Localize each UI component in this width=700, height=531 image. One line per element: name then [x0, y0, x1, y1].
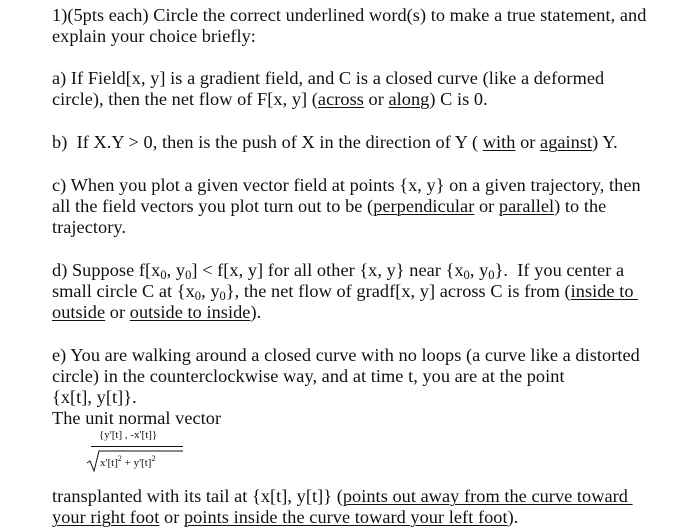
- instructions-line-1: 1)(5pts each) Circle the correct underlined word(s) to make a true statement, and: [52, 5, 647, 25]
- option-parallel[interactable]: parallel: [498, 196, 555, 216]
- fraction-bar: [91, 446, 183, 447]
- question-c-line-2: all the field vectors you plot turn out to be (perpendicular or parallel) to the: [52, 196, 607, 216]
- instructions-line-2: explain your choice briefly:: [52, 26, 256, 46]
- option-points-out-cont[interactable]: your right foot: [52, 507, 160, 527]
- option-along[interactable]: along: [388, 89, 430, 109]
- option-points-inside[interactable]: points inside the curve toward your left foot: [183, 507, 508, 527]
- option-with[interactable]: with: [482, 132, 516, 152]
- question-d-line-1: d) Suppose $f[x_0$, $y_0] < f[x$, y] for all other {x, y} near {$x_0$, $y_0$}. If you center a: [52, 260, 625, 282]
- question-a-line-2: circle), then the net flow of F[x, y] (across or along) C is 0.: [52, 89, 488, 109]
- question-c-line-1: c) When you plot a given vector field at points {x, y} on a given trajectory, then: [52, 175, 641, 195]
- unit-normal-formula: [85, 429, 185, 475]
- option-against[interactable]: against: [540, 132, 593, 152]
- question-d-line-2: small circle C at {$x_0$, $y_0$}, the net flow of gradf[x, y] across C is from (inside to: [52, 281, 639, 303]
- option-across[interactable]: across: [317, 89, 364, 109]
- option-inside-to-outside[interactable]: inside to: [570, 281, 639, 301]
- option-inside-to-outside-cont[interactable]: outside: [52, 302, 106, 322]
- question-e-line-5: transplanted with its tail at {x[t], y[t]} (points out away from the curve toward: [52, 486, 633, 506]
- question-e-line-6: your right foot or points inside the curve toward your left foot).: [52, 507, 519, 527]
- option-points-out[interactable]: points out away from the curve toward: [342, 486, 633, 506]
- formula-denominator: $x'[t]^2 + y'[t]^2$: [100, 454, 156, 469]
- option-perpendicular[interactable]: perpendicular: [373, 196, 475, 216]
- question-e-line-3: {x[t], y[t]}.: [52, 387, 137, 407]
- formula-numerator: {y'[t] , -x'[t]}: [99, 429, 158, 441]
- question-e-line-1: e) You are walking around a closed curve with no loops (a curve like a distorted: [52, 345, 640, 365]
- question-b-line: b) If X.Y > 0, then is the push of X in the direction of Y ( with or against) Y.: [52, 132, 618, 152]
- question-c-line-3: trajectory.: [52, 217, 126, 237]
- question-e-line-2: circle) in the counterclockwise way, and at time t, you are at the point: [52, 366, 565, 386]
- question-a-line-1: a) If Field[x, y] is a gradient field, and C is a closed curve (like a deformed: [52, 68, 605, 88]
- option-outside-to-inside[interactable]: outside to inside: [129, 302, 251, 322]
- question-e-line-4: The unit normal vector: [52, 408, 222, 428]
- question-d-line-3: outside or outside to inside).: [52, 302, 262, 322]
